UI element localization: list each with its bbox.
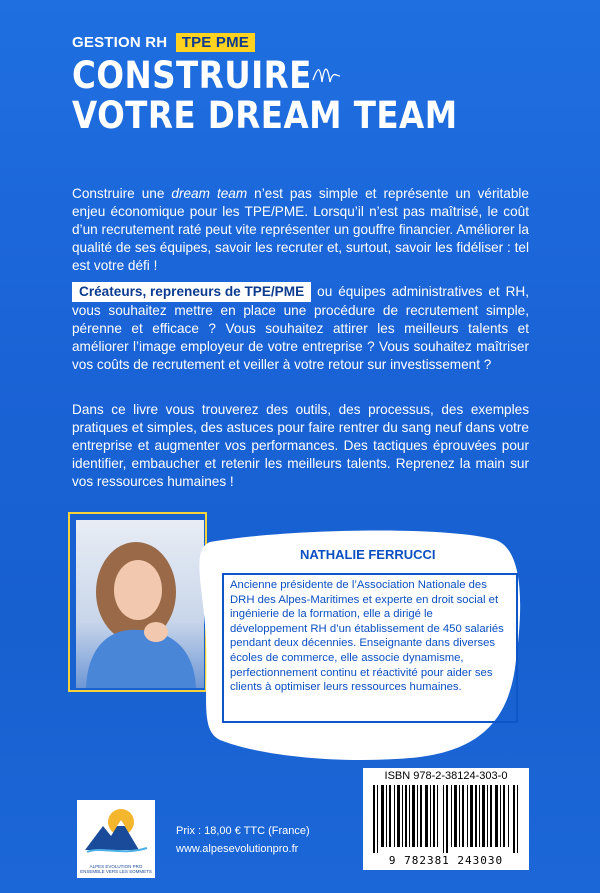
- price-text: Prix : 18,00 € TTC (France): [176, 825, 310, 837]
- publisher-tagline: ENSEMBLE VERS LES SOMMETS: [80, 869, 152, 874]
- title-line-2: VOTRE DREAM TEAM: [72, 94, 458, 137]
- book-title: [72, 56, 510, 136]
- isbn-digits: 9 782381 243030: [388, 854, 504, 867]
- audience-paragraph: Créateurs, repreneurs de TPE/PME ou équipes administratives et RH, vous souhaitez mettre en place une procédure de recrutement simple, pérenne et efficace ? Vous souhaitez attirer les meilleurs talents et améliorer l’image employeur de votre entreprise ? Vous souhaitez maîtriser vos coûts de recrutement et veiller à votre retour sur investissement ?: [72, 284, 529, 372]
- series-name: GESTION RH: [72, 34, 168, 51]
- website-link[interactable]: www.alpesevolutionpro.fr: [176, 843, 299, 855]
- isbn-label: ISBN 978-2-38124-303-0: [384, 770, 508, 782]
- publisher-text: [77, 864, 155, 874]
- publisher-name: ALPES EVOLUTION PRO: [89, 864, 143, 869]
- audience-highlight: Créateurs, repreneurs de TPE/PME: [72, 282, 311, 302]
- mountain-logo-icon: [77, 800, 155, 860]
- series-label: [72, 33, 255, 52]
- dream-team-italic: dream team: [171, 186, 248, 201]
- squiggle-decoration-icon: [310, 58, 350, 88]
- title-line-1: CONSTRUIRE: [72, 54, 312, 97]
- intro-paragraph: Construire une dream team n’est pas simple et représente un véritable enjeu économique pour les TPE/PME. Lorsqu’il n’est pas maîtrisé, le coût d’un recrutement raté peut vite représenter un gouffre financier. Améliorer la qualité de ses équipes, savoir les recruter et, surtout, savoir les fidéliser : tel est votre défi !: [72, 186, 529, 273]
- author-bio: Ancienne présidente de l’Association Nationale des DRH des Alpes-Maritimes et experte en droit social et ingénierie de la formation, elle a dirigé le développement RH d’un établissement de 450 salariés pendant deux décennies. Enseignante dans diverses écoles de commerce, elle associe dynamisme, perfectionnement continu et réactivité pour aider ses clients à optimiser leurs ressources humaines.: [230, 579, 504, 694]
- author-name: NATHALIE FERRUCCI: [300, 547, 436, 562]
- series-tag: TPE PME: [176, 33, 255, 52]
- content-paragraph: Dans ce livre vous trouverez des outils, des processus, des exemples pratiques et simples, des astuces pour faire rentrer du sang neuf dans votre entreprise et augmenter vos performances. Des tactiques éprouvées pour identifier, embaucher et retenir les meilleurs talents. Reprenez la main sur vos ressources humaines !: [72, 402, 529, 489]
- publisher-logo: [77, 800, 155, 878]
- price-info: [176, 822, 310, 858]
- isbn-barcode-block: [363, 768, 529, 870]
- barcode-icon: [373, 785, 519, 853]
